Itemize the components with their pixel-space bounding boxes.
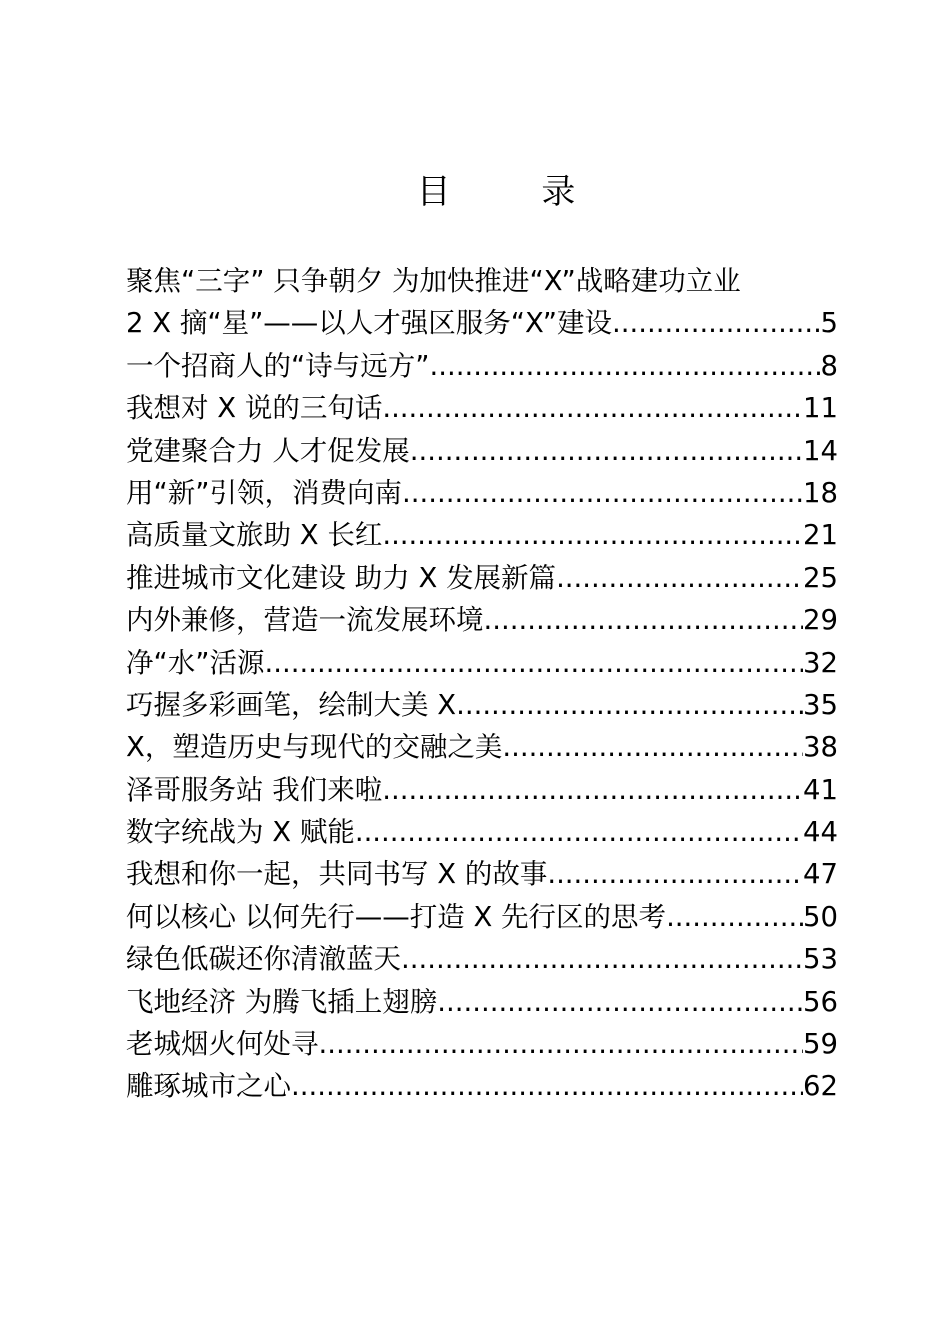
toc-entry-title: 老城烟火何处寻 — [126, 1028, 319, 1061]
toc-entry-page: 50 — [803, 900, 838, 933]
dot-leader — [410, 430, 803, 472]
dot-leader — [502, 726, 803, 768]
dot-leader — [547, 853, 803, 895]
toc-entry[interactable] — [126, 387, 838, 429]
toc-entry-title: 推进城市文化建设 助力 X 发展新篇 — [126, 561, 557, 594]
toc-entry-page: 62 — [803, 1070, 838, 1103]
toc-entry-title: 飞地经济 为腾飞插上翅膀 — [126, 985, 438, 1018]
toc-entry[interactable] — [126, 1023, 838, 1065]
toc-entry-page: 18 — [803, 476, 838, 509]
toc-entry-page: 53 — [803, 943, 838, 976]
toc-entry[interactable] — [126, 769, 838, 811]
toc-entry-title: 我想和你一起，共同书写 X 的故事 — [126, 858, 548, 891]
dot-leader — [265, 642, 804, 684]
toc-entry[interactable] — [126, 260, 838, 302]
dot-leader — [556, 557, 803, 599]
toc-entry[interactable] — [126, 684, 838, 726]
toc-entry-title: 聚焦“三字” 只争朝夕 为加快推进“X”战略建功立业 — [126, 265, 741, 297]
toc-entry[interactable] — [126, 642, 838, 684]
toc-entry-title: X，塑造历史与现代的交融之美 — [126, 731, 503, 764]
toc-entry-page: 35 — [803, 688, 838, 721]
dot-leader — [382, 769, 803, 811]
toc-entry[interactable] — [126, 472, 838, 514]
dot-leader — [382, 387, 803, 429]
toc-entry-page: 14 — [803, 434, 838, 467]
page-title: 目 录 — [416, 172, 616, 212]
toc-entry-page: 11 — [803, 392, 838, 425]
toc-entry[interactable] — [126, 302, 838, 344]
dot-leader — [456, 684, 803, 726]
toc-entry-page: 25 — [803, 561, 838, 594]
toc-entry-title: 绿色低碳还你清澈蓝天 — [126, 943, 401, 976]
toc-entry-page: 8 — [820, 349, 838, 382]
toc-entry-title: 党建聚合力 人才促发展 — [126, 434, 410, 467]
toc-entry-page: 44 — [803, 816, 838, 849]
dot-leader — [319, 1023, 804, 1065]
toc-entry[interactable] — [126, 345, 838, 387]
toc-entry[interactable] — [126, 599, 838, 641]
table-of-contents — [126, 260, 838, 1108]
toc-entry[interactable] — [126, 557, 838, 599]
toc-entry-title: 雕琢城市之心 — [126, 1070, 291, 1103]
toc-entry-title: 高质量文旅助 X 长红 — [126, 519, 383, 552]
toc-entry[interactable] — [126, 514, 838, 556]
toc-entry-title: 2 X 摘“星”——以人才强区服务“X”建设 — [126, 307, 613, 340]
toc-entry[interactable] — [126, 853, 838, 895]
toc-entry[interactable] — [126, 430, 838, 472]
toc-entry-page: 59 — [803, 1028, 838, 1061]
toc-entry-page: 41 — [803, 773, 838, 806]
toc-entry-title: 巧握多彩画笔，绘制大美 X — [126, 688, 457, 721]
toc-entry-title: 内外兼修，营造一流发展环境 — [126, 604, 484, 637]
dot-leader — [402, 472, 803, 514]
dot-leader — [430, 345, 821, 387]
toc-entry-page: 21 — [803, 519, 838, 552]
dot-leader — [382, 514, 803, 556]
toc-entry-title: 泽哥服务站 我们来啦 — [126, 773, 383, 806]
toc-entry-title: 我想对 X 说的三句话 — [126, 392, 383, 425]
toc-entry-page: 5 — [820, 307, 838, 340]
toc-entry-title: 何以核心 以何先行——打造 X 先行区的思考 — [126, 900, 667, 933]
toc-entry[interactable] — [126, 1065, 838, 1107]
toc-entry-page: 32 — [803, 646, 838, 679]
toc-entry[interactable] — [126, 726, 838, 768]
toc-entry-title: 数字统战为 X 赋能 — [126, 816, 355, 849]
toc-entry-title: 用“新”引领，消费向南 — [126, 476, 402, 509]
toc-entry-page: 29 — [803, 604, 838, 637]
dot-leader — [666, 896, 803, 938]
toc-entry[interactable] — [126, 938, 838, 980]
dot-leader — [612, 302, 820, 344]
toc-entry-page: 38 — [803, 731, 838, 764]
toc-entry-page: 47 — [803, 858, 838, 891]
toc-entry[interactable] — [126, 981, 838, 1023]
dot-leader — [437, 981, 803, 1023]
dot-leader — [291, 1065, 803, 1107]
toc-entry-title: 净“水”活源 — [126, 646, 265, 679]
dot-leader — [401, 938, 803, 980]
toc-entry-page: 56 — [803, 985, 838, 1018]
toc-entry[interactable] — [126, 811, 838, 853]
toc-entry[interactable] — [126, 896, 838, 938]
dot-leader — [355, 811, 803, 853]
toc-entry-title: 一个招商人的“诗与远方” — [126, 349, 430, 382]
dot-leader — [484, 599, 804, 641]
